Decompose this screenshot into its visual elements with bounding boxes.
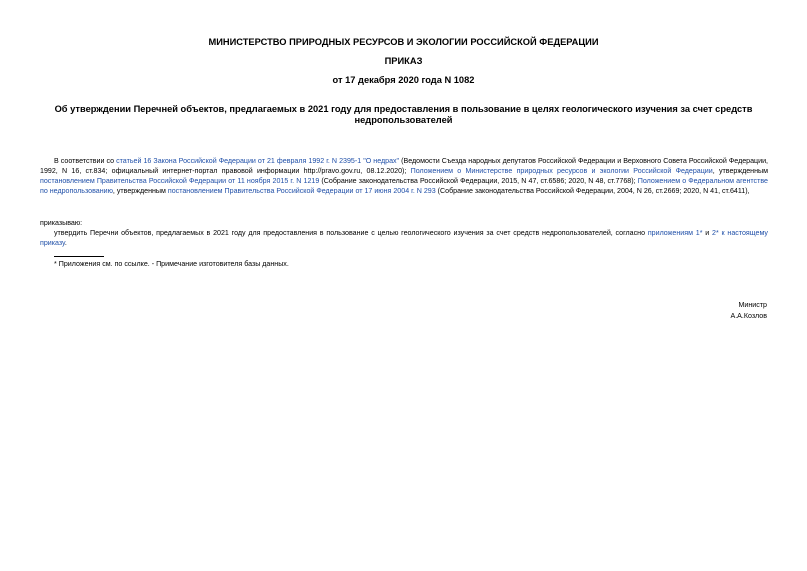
signature-title: Министр (738, 301, 767, 309)
link-law-on-subsoil[interactable]: статьей 16 Закона Российской Федерации от 21 февраля 1992 г. N 2395-1 "О недрах" (116, 157, 400, 165)
preamble-text-3: , утвержденным (712, 167, 768, 175)
footnote-divider (54, 256, 104, 257)
link-appendix-1[interactable]: приложениям 1* (647, 229, 703, 237)
order-text-2: и (702, 229, 713, 237)
link-government-decree-293[interactable]: постановлением Правительства Российской Федерации от 17 июня 2004 г. N 293 (167, 187, 436, 195)
preamble-text-2: (Ведомости Съезда народных депутатов Российской Федерации и Верховного Совета Российской Федерации, 1992, N 16, ст.834; официальный интернет-портал правовой информации http://pravo.gov.ru, 08.12.2020); (40, 157, 768, 175)
footnote-text: * Приложения см. по ссылке. - Примечание изготовителя базы данных. (54, 260, 289, 268)
document-type: ПРИКАЗ (384, 56, 423, 66)
preamble-text-6: (Собрание законодательства Российской Федерации, 2004, N 26, ст.2669; 2020, N 41, ст.6411), (435, 187, 750, 195)
link-agency-regulation[interactable]: Положением о Федеральном агентстве по недропользованию (40, 177, 768, 195)
document-title: Об утверждении Перечней объектов, предлагаемых в 2021 году для предоставления в пользование в целях геологического изучения за счет средств недропользователей (54, 104, 753, 125)
preamble-text-4: (Собрание законодательства Российской Федерации, 2015, N 47, ст.6586; 2020, N 48, ст.7768); (319, 177, 638, 185)
order-text-3: . (64, 239, 67, 247)
signature-name: А.А.Козлов (730, 312, 767, 320)
order-paragraph (40, 228, 768, 248)
link-ministry-regulation[interactable]: Положением о Министерстве природных ресурсов и экологии Российской Федерации (410, 167, 713, 175)
link-appendix-2[interactable]: 2* к настоящему приказу (40, 229, 768, 247)
link-government-decree-1219[interactable]: постановлением Правительства Российской Федерации от 11 ноября 2015 г. N 1219 (40, 177, 320, 185)
order-text-1: утвердить Перечни объектов, предлагаемых в 2021 году для предоставления в пользование с целью геологического изучения за счет средств недропользователей, согласно (54, 229, 648, 237)
ministry-heading: МИНИСТЕРСТВО ПРИРОДНЫХ РЕСУРСОВ И ЭКОЛОГИИ РОССИЙСКОЙ ФЕДЕРАЦИИ (208, 37, 599, 47)
preamble-paragraph (40, 156, 768, 196)
order-word: приказываю: (40, 219, 83, 227)
preamble-text-1: В соответствии со (54, 157, 117, 165)
document-date-number: от 17 декабря 2020 года N 1082 (332, 75, 475, 85)
preamble-text-5: , утвержденным (112, 187, 168, 195)
